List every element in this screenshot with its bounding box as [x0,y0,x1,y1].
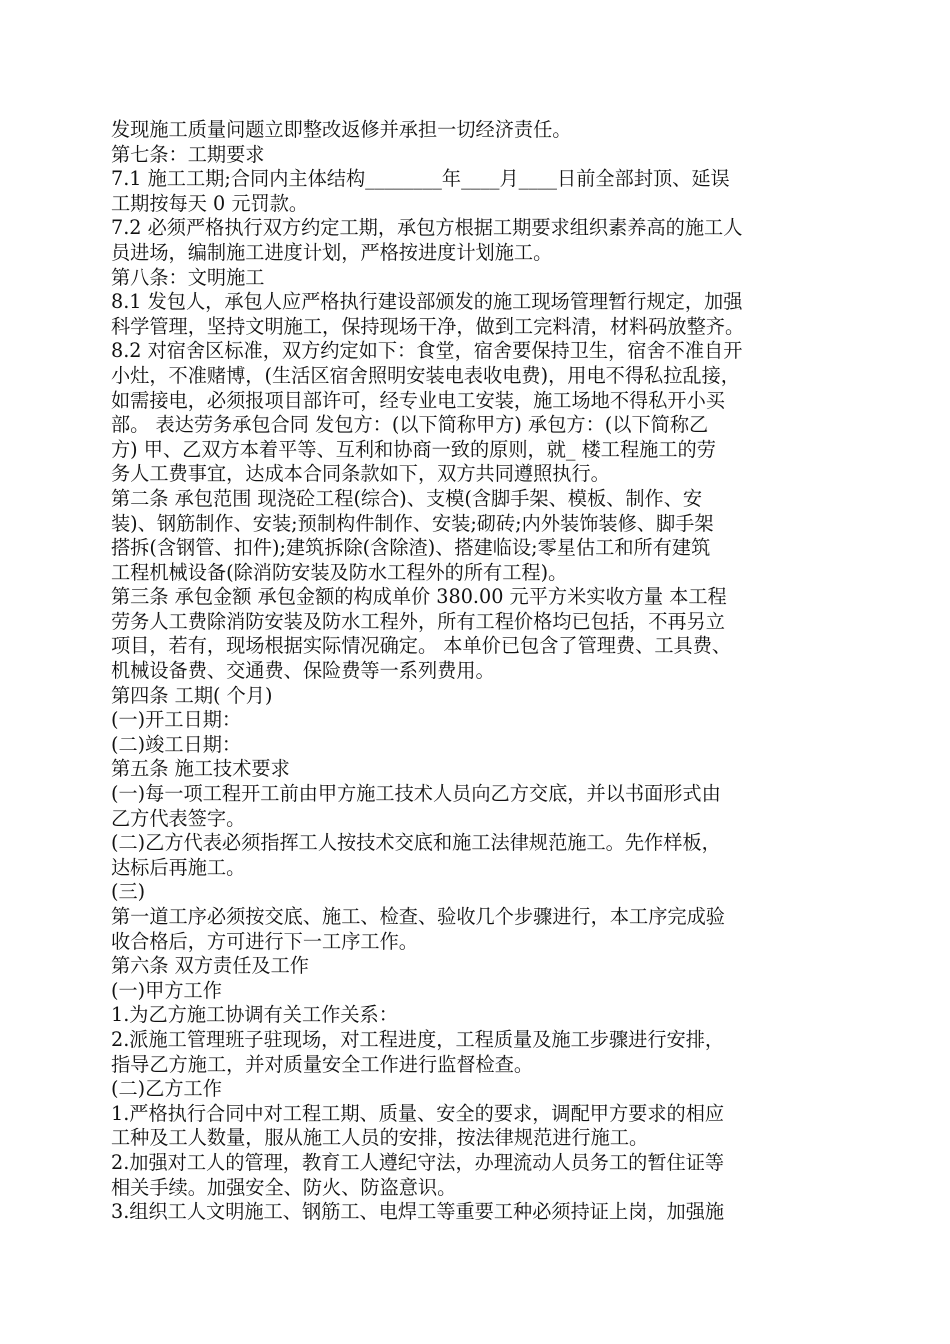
text-line: 第七条：工期要求 [111,142,265,166]
text-line: 工程机械设备(除消防安装及防水工程外的所有工程)。 [111,560,568,584]
text-line: 第二条 承包范围 现浇砼工程(综合)、支模(含脚手架、模板、制作、安 [111,486,703,510]
text-line: 达标后再施工。 [111,855,246,879]
text-line: 工种及工人数量，服从施工人员的安排，按法律规范进行施工。 [111,1126,649,1150]
text-line: 如需接电，必须报项目部许可，经专业电工安装，施工场地不得私开小买 [111,388,725,412]
text-line: 第一道工序必须按交底、施工、检查、验收几个步骤进行，本工序完成验 [111,905,725,928]
text-line: 项目，若有，现场根据实际情况确定。 本单价已包含了管理费、工具费、 [111,634,732,658]
text-line: 科学管理，坚持文明施工，保持现场干净，做到工完料清，材料码放整齐。 [111,314,745,338]
text-line: 3.组织工人文明施工、钢筋工、电焊工等重要工种必须持证上岗，加强施 [111,1200,725,1224]
text-line: (一)每一项工程开工前由甲方施工技术人员向乙方交底，并以书面形式由 [111,782,721,806]
text-line: (三) [111,880,146,904]
text-line: (二)竣工日期： [111,732,242,756]
text-line: 1.严格执行合同中对工程工期、质量、安全的要求，调配甲方要求的相应 [111,1101,725,1125]
text-line: 收合格后，方可进行下一工序工作。 [111,929,418,953]
text-line: 乙方代表签字。 [111,806,246,830]
text-line: 部。 表达劳务承包合同 发包方：(以下简称甲方) 承包方：(以下简称乙 [111,413,709,437]
text-line: 第八条：文明施工 [111,265,265,289]
text-line: 第六条 双方责任及工作 [111,954,309,978]
text-line: 7.2 必须严格执行双方约定工期，承包方根据工期要求组织素养高的施工人 [111,216,743,240]
text-line: (一)甲方工作 [111,978,222,1002]
text-line: 第四条 工期( 个月) [111,683,273,707]
text-line: 1.为乙方施工协调有关工作关系： [111,1003,398,1027]
text-line: 8.2 对宿舍区标准，双方约定如下：食堂，宿舍要保持卫生，宿舍不准自开 [111,339,743,363]
text-line: (一)开工日期： [111,708,242,732]
text-line: 2.派施工管理班子驻现场，对工程进度，工程质量及施工步骤进行安排， [111,1027,725,1051]
text-line: (二)乙方代表必须指挥工人按技术交底和施工法律规范施工。先作样板， [111,831,721,855]
document-body [111,118,846,1225]
text-line: 小灶，不准赌博，(生活区宿舍照明安装电表收电费)，用电不得私拉乱接， [111,363,740,387]
text-line: 搭拆(含钢管、扣件);建筑拆除(含除渣)、搭建临设;零星估工和所有建筑 [111,536,711,560]
text-line: 机械设备费、交通费、保险费等一系列费用。 [111,659,495,683]
text-line: 8.1 发包人，承包人应严格执行建设部颁发的施工现场管理暂行规定，加强 [111,290,743,314]
text-line: 员进场，编制施工进度计划，严格按进度计划施工。 [111,240,553,264]
text-line: 第五条 施工技术要求 [111,757,290,781]
text-line: 2.加强对工人的管理，教育工人遵纪守法，办理流动人员务工的暂住证等 [111,1150,725,1174]
text-line: (二)乙方工作 [111,1077,222,1101]
text-line: 指导乙方施工，并对质量安全工作进行监督检查。 [111,1052,534,1076]
text-line: 工期按每天 0 元罚款。 [111,191,309,215]
text-line: 相关手续。加强安全、防火、防盗意识。 [111,1175,457,1199]
text-line: 第三条 承包金额 承包金额的构成单价 380.00 元平方米实收方量 本工程 [111,585,727,609]
text-line: 装)、钢筋制作、安装;预制构件制作、安装;砌砖;内外装饰装修、脚手架 [111,511,714,535]
text-line: 发现施工质量问题立即整改返修并承担一切经济责任。 [111,118,572,141]
text-line: 方) 甲、乙双方本着平等、互利和协商一致的原则，就_ 楼工程施工的劳 [111,437,716,461]
text-line: 务人工费事宜，达成本合同条款如下，双方共同遵照执行。 [111,462,610,486]
text-line: 7.1 施工工期;合同内主体结构________年____月____日前全部封顶、延误 [111,167,730,191]
text-line: 劳务人工费除消防安装及防水工程外，所有工程价格均已包括，不再另立 [111,609,725,633]
